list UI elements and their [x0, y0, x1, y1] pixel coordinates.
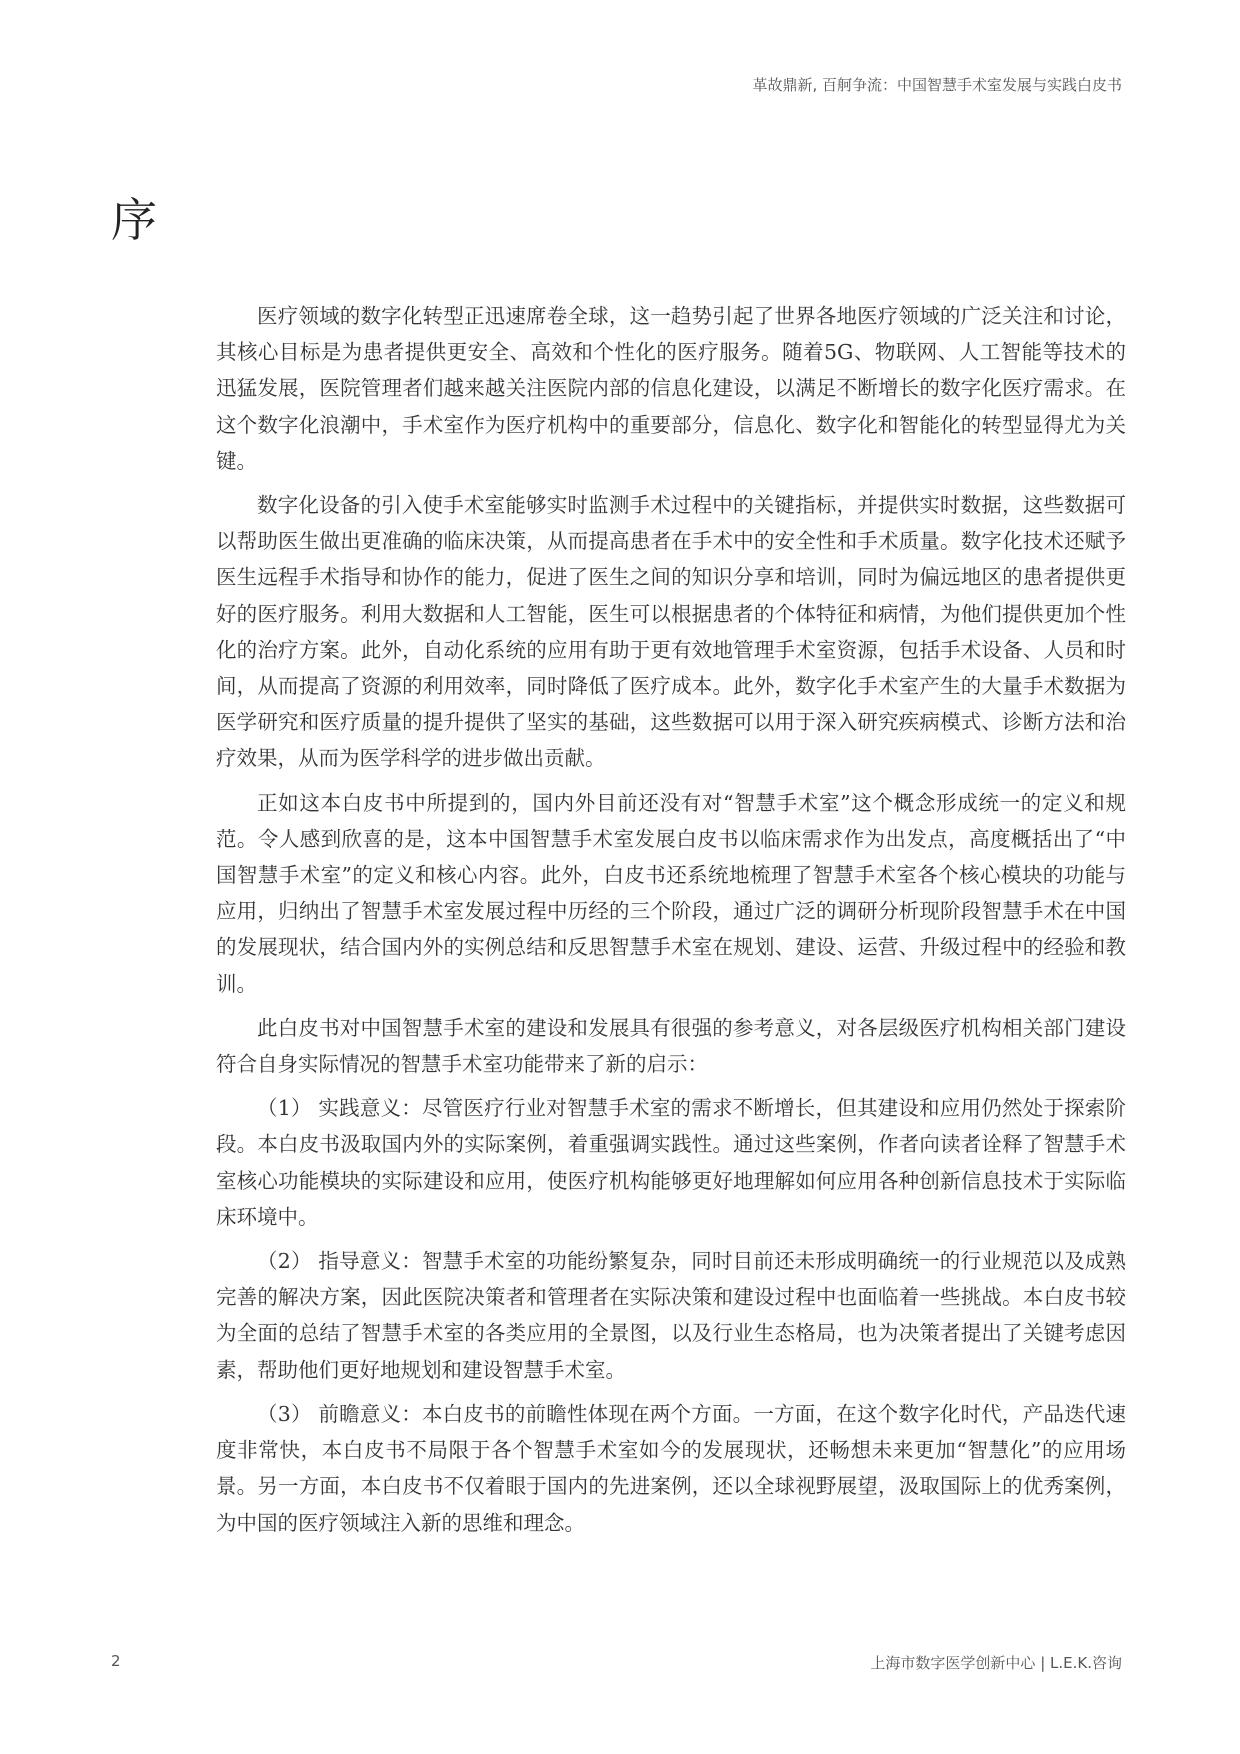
paragraph-practical-significance: （1） 实践意义：尽管医疗行业对智慧手术室的需求不断增长，但其建设和应用仍然处于探索阶段。本白皮书汲取国内外的实际案例，着重强调实践性。通过这些案例，作者向读者诠释了智慧手术室核心功能模块的实际建设和应用，使医疗机构能够更好地理解如何应用各种创新信息技术于实际临床环境中。: [216, 1096, 1126, 1229]
body-text: [216, 298, 1126, 1549]
paragraph-guidance-significance: （2） 指导意义：智慧手术室的功能纷繁复杂，同时目前还未形成明确统一的行业规范以及成熟完善的解决方案，因此医院决策者和管理者在实际决策和建设过程中也面临着一些挑战。本白皮书较为全面的总结了智慧手术室的各类应用的全景图，以及行业生态格局，也为决策者提出了关键考虑因素，帮助他们更好地规划和建设智慧手术室。: [216, 1249, 1126, 1382]
footer-organizations: 上海市数字医学创新中心 | L.E.K.咨询: [870, 1654, 1122, 1672]
page-number: 2: [111, 1652, 121, 1670]
paragraph: 正如这本白皮书中所提到的，国内外目前还没有对“智慧手术室”这个概念形成统一的定义和规范。令人感到欣喜的是，这本中国智慧手术室发展白皮书以临床需求作为出发点，高度概括出了“中国智慧手术室”的定义和核心内容。此外，白皮书还系统地梳理了智慧手术室各个核心模块的功能与应用，归纳出了智慧手术室发展过程中历经的三个阶段，通过广泛的调研分析现阶段智慧手术在中国的发展现状，结合国内外的实例总结和反思智慧手术室在规划、建设、运营、升级过程中的经验和教训。: [216, 790, 1126, 996]
paragraph: 此白皮书对中国智慧手术室的建设和发展具有很强的参考意义，对各层级医疗机构相关部门建设符合自身实际情况的智慧手术室功能带来了新的启示：: [216, 1015, 1126, 1077]
section-title: 序: [111, 193, 157, 247]
paragraph: 医疗领域的数字化转型正迅速席卷全球，这一趋势引起了世界各地医疗领域的广泛关注和讨论，其核心目标是为患者提供更安全、高效和个性化的医疗服务。随着5G、物联网、人工智能等技术的迅猛发展，医院管理者们越来越关注医院内部的信息化建设，以满足不断增长的数字化医疗需求。在这个数字化浪潮中，手术室作为医疗机构中的重要部分，信息化、数字化和智能化的转型显得尤为关键。: [216, 304, 1126, 473]
paragraph: 数字化设备的引入使手术室能够实时监测手术过程中的关键指标，并提供实时数据，这些数据可以帮助医生做出更准确的临床决策，从而提高患者在手术中的安全性和手术质量。数字化技术还赋予医生远程手术指导和协作的能力，促进了医生之间的知识分享和培训，同时为偏远地区的患者提供更好的医疗服务。利用大数据和人工智能，医生可以根据患者的个体特征和病情，为他们提供更加个性化的治疗方案。此外，自动化系统的应用有助于更有效地管理手术室资源，包括手术设备、人员和时间，从而提高了资源的利用效率，同时降低了医疗成本。此外，数字化手术室产生的大量手术数据为医学研究和医疗质量的提升提供了坚实的基础，这些数据可以用于深入研究疾病模式、诊断方法和治疗效果，从而为医学科学的进步做出贡献。: [216, 493, 1126, 771]
paragraph-forward-looking-significance: （3） 前瞻意义：本白皮书的前瞻性体现在两个方面。一方面，在这个数字化时代，产品迭代速度非常快，本白皮书不局限于各个智慧手术室如今的发展现状，还畅想未来更加“智慧化”的应用场景。另一方面，本白皮书不仅着眼于国内的先进案例，还以全球视野展望，汲取国际上的优秀案例，为中国的医疗领域注入新的思维和理念。: [216, 1401, 1126, 1535]
running-header: 革故鼎新, 百舸争流：中国智慧手术室发展与实践白皮书: [752, 76, 1122, 94]
